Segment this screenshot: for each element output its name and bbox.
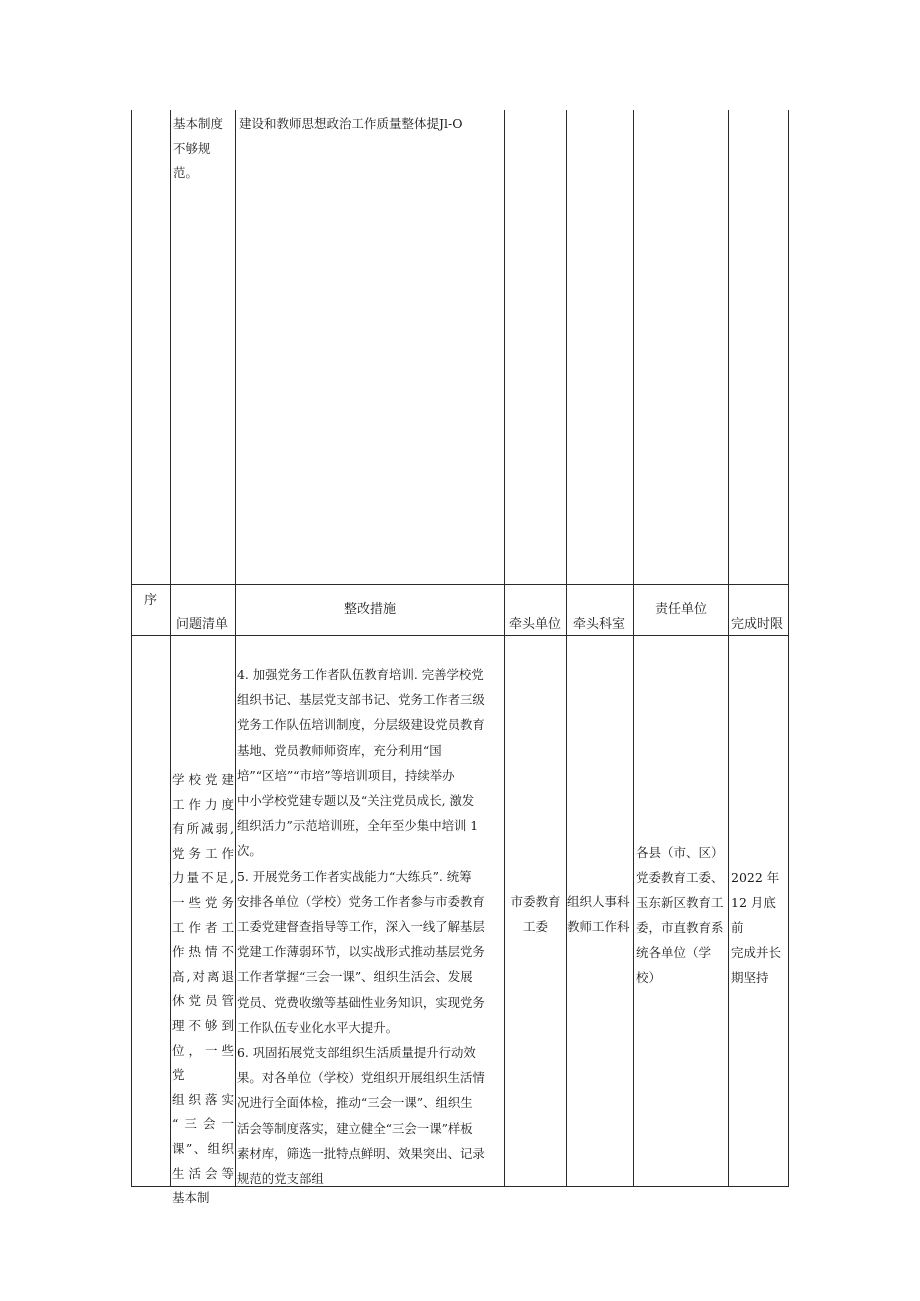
table-divider-issue bbox=[235, 110, 236, 1187]
responsible-unit-cell: 各县（市、区） 党委教育工委、 玉东新区教育工 委，市直教育系 统各单位（学 校） bbox=[636, 845, 724, 985]
table-divider-lead-unit bbox=[566, 110, 567, 1187]
issue-line: 一些党务 bbox=[172, 894, 234, 910]
table-divider-responsible bbox=[728, 110, 729, 1187]
table-row-divider-top bbox=[131, 584, 789, 585]
measures-cell: 4. 加强党务工作者队伍教育培训. 完善学校党 组织书记、基层党支部书记、党务工作者三级 党务工作队伍培训制度，分层级建设党员教育 基地、党员教师师资库，充分利用“国 培”“区培”“市培”等培训项目，持续举办 中小学校党建专题以及“关注党员成长, 激发 组织活力”示范培训班，全年至少集中培训 1 次。 5. 开展党务工作者实战能力“大练兵”. 统筹 安排各单位（学校）党务工作者参与市委教育 工委党建督查指导等工作，深入一线了解基层 党建工作薄弱环节，以实战形式推动基层党务 工作者掌握“三会一课”、组织生活会、发展 党员、党费收缴等基础性业务知识，实现党务 工作队伍专业化水平大提升。 6. 巩固拓展党支部组织生活质量提升行动效 果。对各单位（学校）党组织开展组织生活情 况进行全面体检，推动“三会一课”、组织生 活会等制度落实，建立健全“三会一课”样板 素材库，筛选一批特点鲜明、效果突出、记录 规范的党支部组 bbox=[237, 667, 485, 1187]
header-seq: 序 bbox=[144, 593, 158, 608]
issue-line: 力量不足, bbox=[172, 870, 234, 886]
header-issue-list: 问题清单 bbox=[176, 617, 229, 632]
top-row-measure-cell: 建设和教师思想政治工作质量整体提Jl-O bbox=[239, 116, 463, 131]
table-divider-seq bbox=[170, 110, 171, 1187]
issue-line: 高,对离退 bbox=[172, 968, 234, 984]
table-border-right bbox=[788, 110, 789, 1187]
table-divider-lead-office bbox=[633, 110, 634, 1187]
issue-line: 工作者工 bbox=[172, 919, 234, 935]
header-responsible-unit: 责任单位 bbox=[655, 602, 708, 617]
issue-line: 组织落实 bbox=[172, 1091, 234, 1107]
issue-line: 作热情不 bbox=[172, 944, 234, 960]
issue-line: 课”、组织 bbox=[172, 1140, 234, 1156]
table-border-left bbox=[131, 110, 132, 1187]
issue-line: 理不够到 bbox=[172, 1017, 234, 1033]
table-header-divider bbox=[131, 635, 789, 636]
issue-line: “三会一 bbox=[172, 1116, 234, 1132]
header-lead-office: 牵头科室 bbox=[573, 617, 626, 632]
lead-office-cell: 组织人事科 教师工作科 bbox=[567, 894, 630, 934]
issue-line: 学校党建 bbox=[172, 772, 234, 787]
table-divider-measures bbox=[504, 110, 505, 1187]
issue-cell bbox=[172, 768, 234, 1211]
issue-line: 党务工作 bbox=[172, 845, 234, 861]
issue-line: 位，一些党 bbox=[172, 1042, 234, 1083]
header-lead-unit: 牵头单位 bbox=[509, 617, 562, 632]
issue-line: 生活会等 bbox=[172, 1165, 234, 1181]
issue-line: 基本制 bbox=[172, 1190, 210, 1206]
top-row-issue-cell: 基本制度 不够规 范。 bbox=[173, 116, 224, 181]
lead-unit-cell: 市委教育 工委 bbox=[510, 894, 561, 934]
header-deadline: 完成时限 bbox=[731, 617, 784, 632]
header-measures: 整改措施 bbox=[344, 602, 397, 617]
issue-line: 有所减弱, bbox=[172, 821, 234, 837]
issue-line: 休党员管 bbox=[172, 993, 234, 1009]
deadline-cell: 2022 年 12 月底前 完成并长 期坚持 bbox=[731, 870, 782, 985]
issue-line: 工作力度 bbox=[172, 796, 234, 812]
